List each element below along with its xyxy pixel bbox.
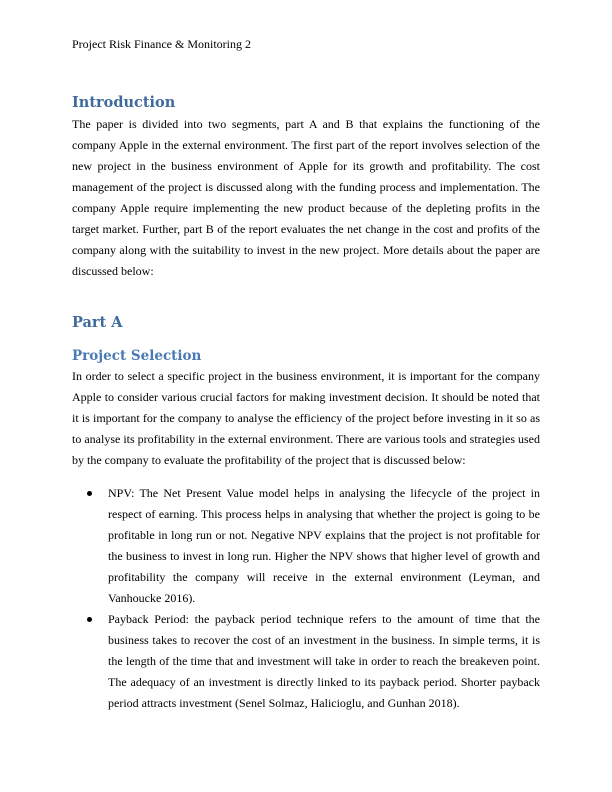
list-spacer: [72, 471, 540, 483]
running-head: Project Risk Finance & Monitoring 2: [72, 37, 251, 51]
section-spacer: [72, 334, 540, 346]
list-item-text: Payback Period: the payback period technique refers to the amount of time that the business takes to recover the cost of an investment in the business. In simple terms, it is the length of the time that and investment will take in order to reach the breakeven point. The adequacy of an investment is directly linked to its payback period. Shorter payback period attracts investment (Senel Solmaz, Halicioglu, and Gunhan 2018).: [108, 612, 540, 710]
project-selection-paragraph: In order to select a specific project in the business environment, it is important for the company Apple to consider various crucial factors for making investment decision. It should be noted that it is important for the company to analyse the efficiency of the project before investing in it so as to analyse its profitability in the external environment. There are various tools and strategies used by the company to evaluate the profitability of the project that is discussed below:: [72, 369, 540, 467]
section-spacer: [72, 282, 540, 312]
list-item-payback-period: [72, 609, 540, 714]
introduction-heading: Introduction: [72, 94, 176, 111]
part-a-heading: Part A: [72, 314, 123, 331]
introduction-section: [72, 92, 540, 282]
document-body: [72, 92, 540, 714]
list-item-npv: [72, 483, 540, 609]
bullet-icon: [87, 617, 92, 622]
evaluation-tools-list: [72, 483, 540, 714]
part-a-section: [72, 312, 540, 714]
bullet-icon: [87, 491, 92, 496]
list-item-text: NPV: The Net Present Value model helps in analysing the lifecycle of the project in respect of earning. This process helps in analysing that whether the project is going to be profitable in long run or not. Negative NPV explains that the project is not profitable for the business to invest in long run. Higher the NPV shows that higher level of growth and profitability the company will receive in the external environment (Leyman, and Vanhoucke 2016).: [108, 486, 540, 605]
project-selection-heading: Project Selection: [72, 348, 202, 364]
introduction-paragraph: The paper is divided into two segments, part A and B that explains the functioning of the company Apple in the external environment. The first part of the report involves selection of the new project in the business environment of Apple for its growth and profitability. The cost management of the project is discussed along with the funding process and implementation. The company Apple require implementing the new product because of the depleting profits in the target market. Further, part B of the report evaluates the net change in the cost and profits of the company along with the suitability to invest in the new project. More details about the paper are discussed below:: [72, 117, 540, 278]
